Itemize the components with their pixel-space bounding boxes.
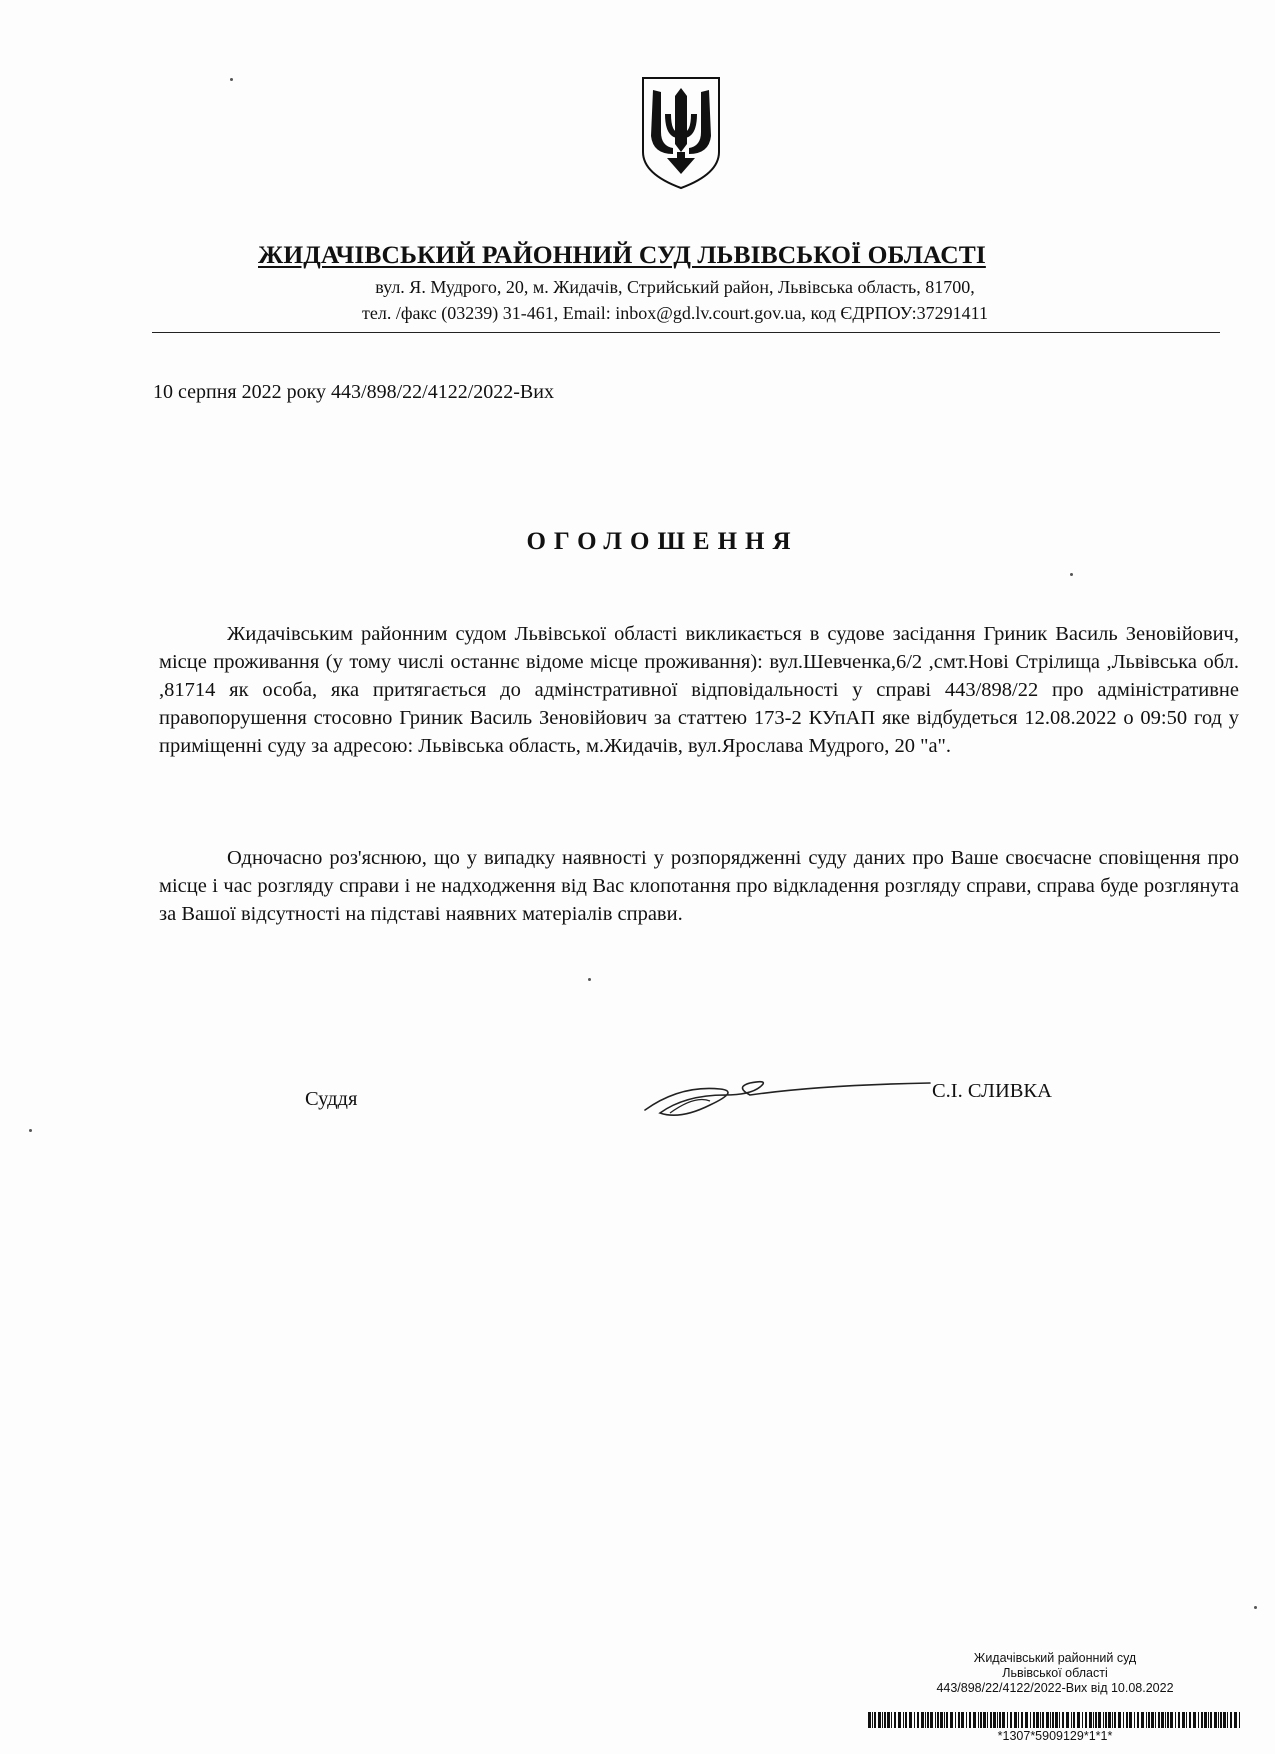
barcode-bar: [1214, 1712, 1217, 1728]
document-title: ОГОЛОШЕННЯ: [526, 528, 799, 555]
barcode-bar: [987, 1712, 988, 1728]
barcode-bar: [1193, 1712, 1196, 1728]
barcode-bar: [891, 1712, 892, 1728]
barcode-bar: [1112, 1712, 1113, 1728]
scan-speck: [230, 78, 233, 81]
barcode-bar: [1161, 1712, 1164, 1728]
barcode-bar: [1210, 1712, 1212, 1728]
barcode-bar: [1146, 1712, 1147, 1728]
barcode-bar: [868, 1712, 871, 1728]
court-name: ЖИДАЧІВСЬКИЙ РАЙОННИЙ СУД ЛЬВІВСЬКОЇ ОБЛАСТІ: [258, 240, 986, 269]
barcode-bar: [1175, 1712, 1176, 1728]
barcode-bar: [973, 1712, 976, 1728]
barcode-bar: [1239, 1712, 1240, 1728]
barcode-bar: [1093, 1712, 1094, 1728]
barcode-bar: [1227, 1712, 1228, 1728]
barcode-bar: [1218, 1712, 1219, 1728]
barcode-bar: [1062, 1712, 1064, 1728]
barcode-bar: [930, 1712, 933, 1728]
barcode-bar: [1134, 1712, 1135, 1728]
barcode-bar: [969, 1712, 971, 1728]
barcode-bar: [1007, 1712, 1008, 1728]
barcode-bar: [921, 1712, 924, 1728]
barcode-bar: [1189, 1712, 1191, 1728]
barcode-bar: [1071, 1712, 1072, 1728]
registry-region: Львівської області: [1002, 1666, 1108, 1680]
barcode-bar: [1014, 1712, 1017, 1728]
barcode-bar: [905, 1712, 907, 1728]
barcode-bar: [983, 1712, 986, 1728]
barcode-bar: [1046, 1712, 1049, 1728]
barcode-bar: [874, 1712, 876, 1728]
barcode-bar: [980, 1712, 982, 1728]
barcode-bar: [878, 1712, 881, 1728]
barcode-bar: [1105, 1712, 1107, 1728]
barcode-bar: [1030, 1712, 1031, 1728]
barcode-bar: [1033, 1712, 1035, 1728]
barcode-bar: [1129, 1712, 1132, 1728]
barcode-bar: [1059, 1712, 1060, 1728]
barcode-bar: [940, 1712, 943, 1728]
barcode-bar: [1118, 1712, 1121, 1728]
barcode-bar: [887, 1712, 890, 1728]
notice-paragraph: Одночасно роз'яснюю, що у випадку наявності у розпорядженні суду даних про Ваше своєчасне сповіщення про місце і час розгляду справи і не надходження від Вас клопотання про відкладення розгляду справи, справа буде розглянута за Вашої відсутності на підставі наявних матеріалів справи.: [159, 847, 1239, 925]
barcode-bar: [882, 1712, 883, 1728]
summons-paragraph: Жидачівським районним судом Львівської області викликається в судове засідання Гриник Василь Зеновійович, місце проживання (у тому числі останнє відоме місце проживання): вул.Шевченка,6/2 ,смт.Нові Стрілища ,Львівська обл. ,81714 як особа, яка притягається до адмінстративної відповідальності у справі 443/898/22 про адміністративне правопорушення стосовно Гриник Василь Зеновійович за статтею 173-2 КУпАП яке відбудеться 12.08.2022 о 09:50 год у приміщенні суду за адресою: Львівська область, м.Жидачів, вул.Ярослава Мудрого, 20 "а".: [159, 623, 1239, 757]
barcode-bar: [1089, 1712, 1092, 1728]
barcode-bar: [1186, 1712, 1187, 1728]
barcode-bar: [1050, 1712, 1051, 1728]
barcode-bar: [1077, 1712, 1080, 1728]
handwritten-signature-icon: [640, 1065, 940, 1135]
barcode-bar: [925, 1712, 926, 1728]
barcode-icon: [868, 1712, 1243, 1728]
court-contacts: тел. /факс (03239) 31-461, Email: inbox@gd.lv.court.gov.ua, код ЄДРПОУ:37291411: [362, 303, 988, 323]
judge-role: Суддя: [305, 1088, 358, 1110]
barcode-bar: [997, 1712, 998, 1728]
scan-speck: [1070, 573, 1073, 576]
barcode-bar: [1123, 1712, 1124, 1728]
barcode-bar: [917, 1712, 919, 1728]
barcode-bar: [950, 1712, 953, 1728]
barcode-bar: [990, 1712, 992, 1728]
registry-stamp: [860, 1651, 1250, 1696]
barcode-bar: [1126, 1712, 1128, 1728]
registry-reference: 443/898/22/4122/2022-Вих від 10.08.2022: [936, 1681, 1174, 1695]
barcode-bar: [999, 1712, 1001, 1728]
barcode-bar: [961, 1712, 964, 1728]
barcode-bar: [1165, 1712, 1166, 1728]
barcode-number: *1307*5909129*1*1*: [997, 1729, 1113, 1743]
barcode-bar: [1098, 1712, 1101, 1728]
barcode-bar: [927, 1712, 929, 1728]
barcode-bar: [1036, 1712, 1039, 1728]
barcode-bar: [1201, 1712, 1203, 1728]
barcode-bar: [937, 1712, 939, 1728]
barcode-bar: [903, 1712, 904, 1728]
barcode-bar: [1155, 1712, 1156, 1728]
barcode-bar: [1220, 1712, 1222, 1728]
barcode-bar: [978, 1712, 979, 1728]
barcode-bar: [1198, 1712, 1199, 1728]
barcode-bar: [1170, 1712, 1173, 1728]
barcode-bar: [1052, 1712, 1054, 1728]
barcode-bar: [1167, 1712, 1169, 1728]
barcode-bar: [1002, 1712, 1005, 1728]
barcode-bar: [944, 1712, 945, 1728]
barcode-bar: [884, 1712, 886, 1728]
barcode-bar: [1137, 1712, 1139, 1728]
barcode-bar: [1141, 1712, 1144, 1728]
barcode-bar: [946, 1712, 948, 1728]
judge-name: С.І. СЛИВКА: [932, 1080, 1052, 1102]
barcode-bar: [1082, 1712, 1083, 1728]
barcode-bar: [1234, 1712, 1237, 1728]
barcode-bar: [1178, 1712, 1180, 1728]
barcode-bar: [1095, 1712, 1097, 1728]
outgoing-reference: 10 серпня 2022 року 443/898/22/4122/2022-Вих: [153, 381, 554, 403]
barcode-bar: [1114, 1712, 1116, 1728]
scan-speck: [29, 1129, 32, 1132]
barcode-bar: [909, 1712, 912, 1728]
barcode-bar: [1204, 1712, 1207, 1728]
barcode-bar: [1040, 1712, 1041, 1728]
barcode-bar: [1148, 1712, 1150, 1728]
court-address: вул. Я. Мудрого, 20, м. Жидачів, Стрийський район, Львівська область, 81700,: [375, 277, 975, 297]
barcode-bar: [1073, 1712, 1075, 1728]
barcode-bar: [872, 1712, 873, 1728]
barcode-bar: [1055, 1712, 1058, 1728]
barcode-bar: [1042, 1712, 1044, 1728]
scan-speck: [1254, 1606, 1257, 1609]
barcode-bar: [1103, 1712, 1104, 1728]
barcode-bar: [958, 1712, 960, 1728]
barcode-bar: [993, 1712, 996, 1728]
barcode-bar: [1230, 1712, 1232, 1728]
barcode-bar: [898, 1712, 901, 1728]
barcode-bar: [935, 1712, 936, 1728]
barcode-bar: [1021, 1712, 1023, 1728]
barcode-bar: [894, 1712, 896, 1728]
barcode-bar: [1066, 1712, 1069, 1728]
barcode-bar: [1208, 1712, 1209, 1728]
registry-court-name: Жидачівський районний суд: [973, 1651, 1137, 1665]
barcode-bar: [955, 1712, 956, 1728]
barcode-bar: [1223, 1712, 1226, 1728]
barcode-bar: [1025, 1712, 1028, 1728]
barcode-bar: [966, 1712, 967, 1728]
trident-coat-of-arms-icon: [637, 74, 725, 192]
barcode-bar: [1151, 1712, 1154, 1728]
barcode-bar: [1182, 1712, 1185, 1728]
barcode-bar: [1018, 1712, 1019, 1728]
barcode-bar: [1010, 1712, 1012, 1728]
header-divider: [152, 332, 1220, 333]
barcode-bar: [1085, 1712, 1087, 1728]
scan-speck: [588, 978, 591, 981]
barcode-bar: [1158, 1712, 1160, 1728]
barcode-bar: [914, 1712, 915, 1728]
barcode-bar: [1108, 1712, 1111, 1728]
